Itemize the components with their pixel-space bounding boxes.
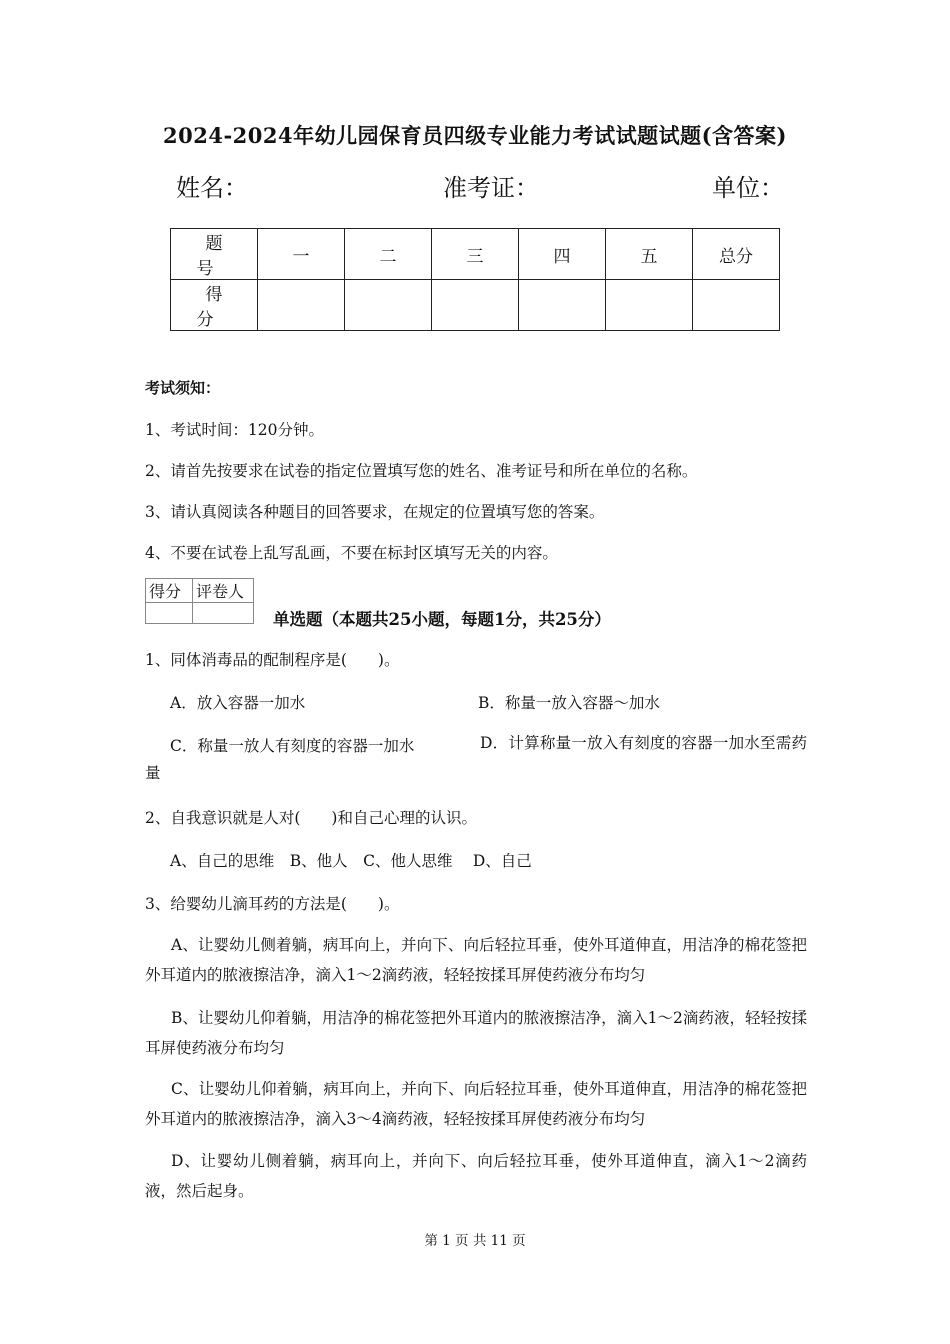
- score-table-cell: 三: [432, 229, 519, 280]
- score-input-cell[interactable]: [345, 280, 432, 331]
- option-c: C、让婴幼儿仰着躺，病耳向上，并向下、向后轻拉耳垂，使外耳道伸直，用洁净的棉花签把外耳道内的脓液擦洁净，滴入3～4滴药液，轻轻按揉耳屏使药液分布均匀: [145, 1080, 807, 1128]
- section-title: 单选题（本题共25小题，每题1分，共25分）: [273, 610, 611, 629]
- score-table-cell: 总分: [693, 229, 780, 280]
- option-d: D、让婴幼儿侧着躺，病耳向上，并向下、向后轻拉耳垂，使外耳道伸直，滴入1～2滴药液，然后起身。: [145, 1152, 807, 1200]
- score-table-cell: 得 分: [171, 280, 258, 331]
- score-table-cell: 二: [345, 229, 432, 280]
- option-a: A．放入容器一加水: [170, 694, 306, 712]
- score-input-cell[interactable]: [693, 280, 780, 331]
- page-footer: 第 1 页 共 11 页: [424, 1233, 526, 1249]
- option-a: A、让婴幼儿侧着躺，病耳向上，并向下、向后轻拉耳垂，使外耳道伸直，用洁净的棉花签把外耳道内的脓液擦洁净，滴入1～2滴药液，轻轻按揉耳屏使药液分布均匀: [145, 936, 807, 984]
- question-stem: 3、给婴幼儿滴耳药的方法是( )。: [145, 895, 400, 913]
- notice-item: 4、不要在试卷上乱写乱画，不要在标封区填写无关的内容。: [145, 544, 558, 562]
- notice-item: 2、请首先按要求在试卷的指定位置填写您的姓名、准考证号和所在单位的名称。: [145, 462, 698, 480]
- grader-score-label: 得分: [146, 579, 193, 603]
- grader-reviewer-cell[interactable]: [193, 603, 254, 624]
- option-b: B、让婴幼儿仰着躺，用洁净的棉花签把外耳道内的脓液擦洁净，滴入1～2滴药液，轻轻按揉耳屏使药液分布均匀: [145, 1009, 807, 1057]
- score-table-cell: 题 号: [171, 229, 258, 280]
- score-table-cell: 五: [606, 229, 693, 280]
- notice-item: 3、请认真阅读各种题目的回答要求，在规定的位置填写您的答案。: [145, 503, 605, 521]
- score-table-score-row: [171, 280, 780, 331]
- question-stem: 2、自我意识就是人对( )和自己心理的认识。: [145, 809, 477, 827]
- score-input-cell[interactable]: [519, 280, 606, 331]
- score-input-cell[interactable]: [258, 280, 345, 331]
- option-c: C．称量一放人有刻度的容器一加水: [170, 737, 415, 755]
- grader-reviewer-label: 评卷人: [193, 579, 254, 603]
- notice-heading: 考试须知：: [145, 379, 221, 397]
- question-options: A、自己的思维 B、他人 C、他人思维 D、自己: [170, 852, 532, 870]
- score-table-cell: 一: [258, 229, 345, 280]
- score-input-cell[interactable]: [606, 280, 693, 331]
- name-label: 姓名：: [176, 174, 248, 202]
- option-b: B．称量一放入容器～加水: [478, 694, 660, 712]
- score-table-header-row: [171, 229, 780, 280]
- notice-item: 1、考试时间：120分钟。: [145, 421, 324, 439]
- score-input-cell[interactable]: [432, 280, 519, 331]
- option-d: D．计算称量一放入有刻度的容器一加水至需药量: [145, 734, 807, 782]
- score-table-cell: 四: [519, 229, 606, 280]
- document-title: 2024-2024年幼儿园保育员四级专业能力考试试题试题(含答案): [163, 123, 787, 148]
- unit-label: 单位：: [712, 174, 784, 202]
- grader-box: [145, 578, 254, 624]
- grader-score-cell[interactable]: [146, 603, 193, 624]
- question-stem: 1、同体消毒品的配制程序是( )。: [145, 651, 400, 669]
- score-table: [170, 228, 780, 331]
- exam-id-label: 准考证：: [443, 174, 539, 202]
